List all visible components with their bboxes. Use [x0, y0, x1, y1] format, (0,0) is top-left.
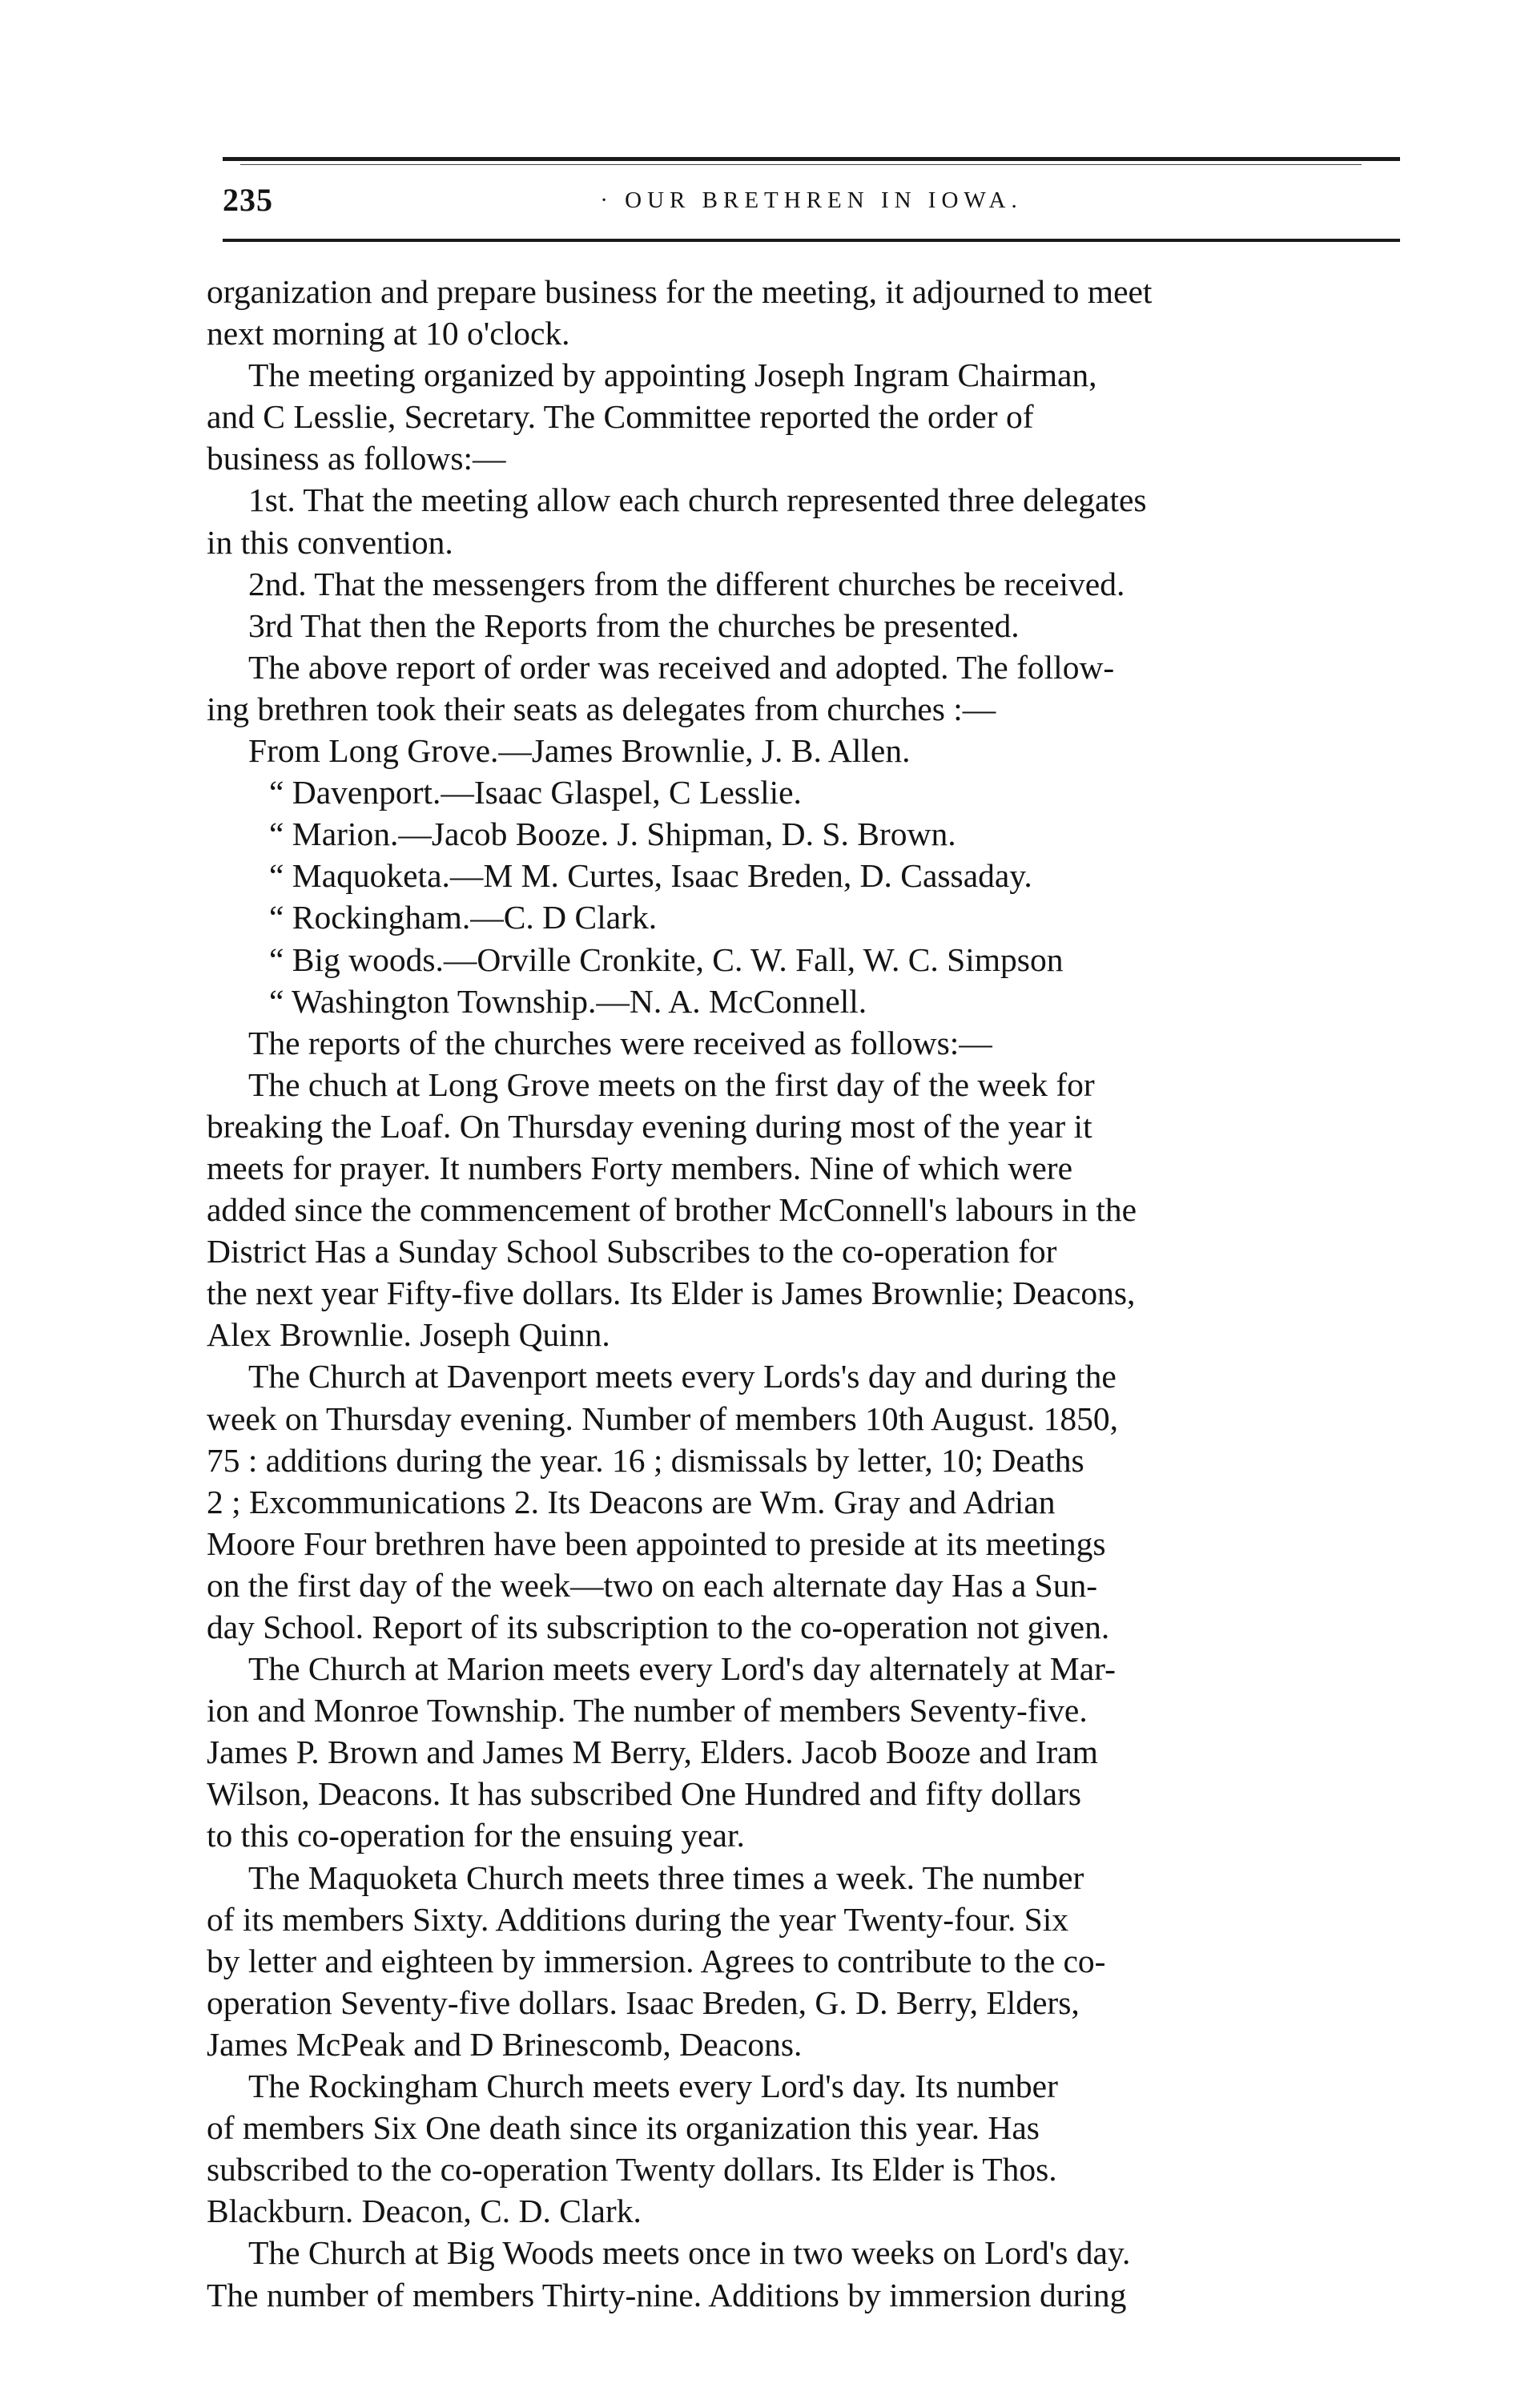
- text-line: The reports of the churches were received as follows:—: [248, 1024, 992, 1061]
- header-rule-bottom: [223, 239, 1400, 242]
- text-line: “ Rockingham.—C. D Clark.: [269, 899, 658, 936]
- text-line: Alex Brownlie. Joseph Quinn.: [207, 1316, 610, 1354]
- running-head: · OUR BRETHREN IN IOWA.: [600, 187, 1023, 213]
- text-line: Blackburn. Deacon, C. D. Clark.: [207, 2193, 642, 2230]
- text-line: The Maquoketa Church meets three times a week. The number: [248, 1858, 1084, 1896]
- text-line: week on Thursday evening. Number of members 10th August. 1850,: [207, 1399, 1118, 1437]
- text-line: Moore Four brethren have been appointed to preside at its meetings: [207, 1524, 1106, 1562]
- text-line: “ Marion.—Jacob Booze. J. Shipman, D. S. Brown.: [269, 815, 956, 853]
- text-line: business as follows:—: [207, 440, 506, 477]
- text-line: District Has a Sunday School Subscribes to the co-operation for: [207, 1233, 1057, 1270]
- header-rule-top: [223, 157, 1400, 161]
- text-line: subscribed to the co-operation Twenty dollars. Its Elder is Thos.: [207, 2151, 1057, 2189]
- page-number: 235: [223, 182, 273, 218]
- text-line: the next year Fifty-five dollars. Its Elder is James Brownlie; Deacons,: [207, 1274, 1136, 1312]
- text-line: organization and prepare business for the meeting, it adjourned to meet: [207, 273, 1153, 310]
- text-line: “ Maquoketa.—M M. Curtes, Isaac Breden, D. Cassaday.: [269, 857, 1032, 895]
- header-rule-top-thin: [240, 164, 1362, 165]
- text-line: From Long Grove.—James Brownlie, J. B. Allen.: [248, 732, 911, 770]
- text-line: The above report of order was received and adopted. The follow-: [248, 648, 1115, 686]
- text-line: The chuch at Long Grove meets on the first day of the week for: [248, 1065, 1095, 1103]
- text-line: “ Big woods.—Orville Cronkite, C. W. Fall, W. C. Simpson: [269, 940, 1064, 978]
- text-line: on the first day of the week—two on each alternate day Has a Sun-: [207, 1566, 1098, 1604]
- text-line: next morning at 10 o'clock.: [207, 315, 570, 352]
- text-line: 1st. That the meeting allow each church represented three delegates: [248, 481, 1147, 519]
- text-line: ing brethren took their seats as delegates from churches :—: [207, 690, 996, 727]
- text-line: The meeting organized by appointing Joseph Ingram Chairman,: [248, 356, 1097, 394]
- text-line: of its members Sixty. Additions during the year Twenty-four. Six: [207, 1900, 1069, 1938]
- text-line: breaking the Loaf. On Thursday evening during most of the year it: [207, 1107, 1092, 1145]
- text-line: of members Six One death since its organization this year. Has: [207, 2109, 1040, 2147]
- text-line: meets for prayer. It numbers Forty members. Nine of which were: [207, 1149, 1072, 1186]
- text-line: James P. Brown and James M Berry, Elders. Jacob Booze and Iram: [207, 1734, 1098, 1771]
- text-line: 3rd That then the Reports from the churches be presented.: [248, 606, 1020, 644]
- text-line: added since the commencement of brother McConnell's labours in the: [207, 1191, 1137, 1229]
- text-line: The Rockingham Church meets every Lord's day. Its number: [248, 2068, 1058, 2105]
- page-header: [223, 178, 1400, 226]
- text-line: “ Washington Township.—N. A. McConnell.: [269, 982, 867, 1020]
- text-line: The Church at Big Woods meets once in two weeks on Lord's day.: [248, 2234, 1131, 2272]
- text-line: in this convention.: [207, 523, 453, 561]
- text-line: The Church at Davenport meets every Lords's day and during the: [248, 1358, 1117, 1395]
- text-line: to this co-operation for the ensuing year.: [207, 1817, 745, 1854]
- text-line: day School. Report of its subscription to the co-operation not given.: [207, 1609, 1110, 1645]
- text-line: 2nd. That the messengers from the different churches be received.: [248, 565, 1125, 602]
- text-line: by letter and eighteen by immersion. Agrees to contribute to the co-: [207, 1942, 1106, 1979]
- text-line: The Church at Marion meets every Lord's day alternately at Mar-: [248, 1650, 1116, 1688]
- text-line: The number of members Thirty-nine. Additions by immersion during: [207, 2276, 1127, 2313]
- text-line: and C Lesslie, Secretary. The Committee reported the order of: [207, 398, 1034, 436]
- body-text: [207, 271, 1400, 2316]
- text-line: 75 : additions during the year. 16 ; dismissals by letter, 10; Deaths: [207, 1441, 1084, 1479]
- text-line: James McPeak and D Brinescomb, Deacons.: [207, 2025, 803, 2063]
- text-line: Wilson, Deacons. It has subscribed One Hundred and fifty dollars: [207, 1775, 1082, 1813]
- text-line: “ Davenport.—Isaac Glaspel, C Lesslie.: [269, 774, 802, 811]
- text-line: operation Seventy-five dollars. Isaac Breden, G. D. Berry, Elders,: [207, 1983, 1080, 2021]
- text-line: 2 ; Excommunications 2. Its Deacons are Wm. Gray and Adrian: [207, 1483, 1056, 1520]
- text-line: ion and Monroe Township. The number of members Seventy-five.: [207, 1692, 1088, 1729]
